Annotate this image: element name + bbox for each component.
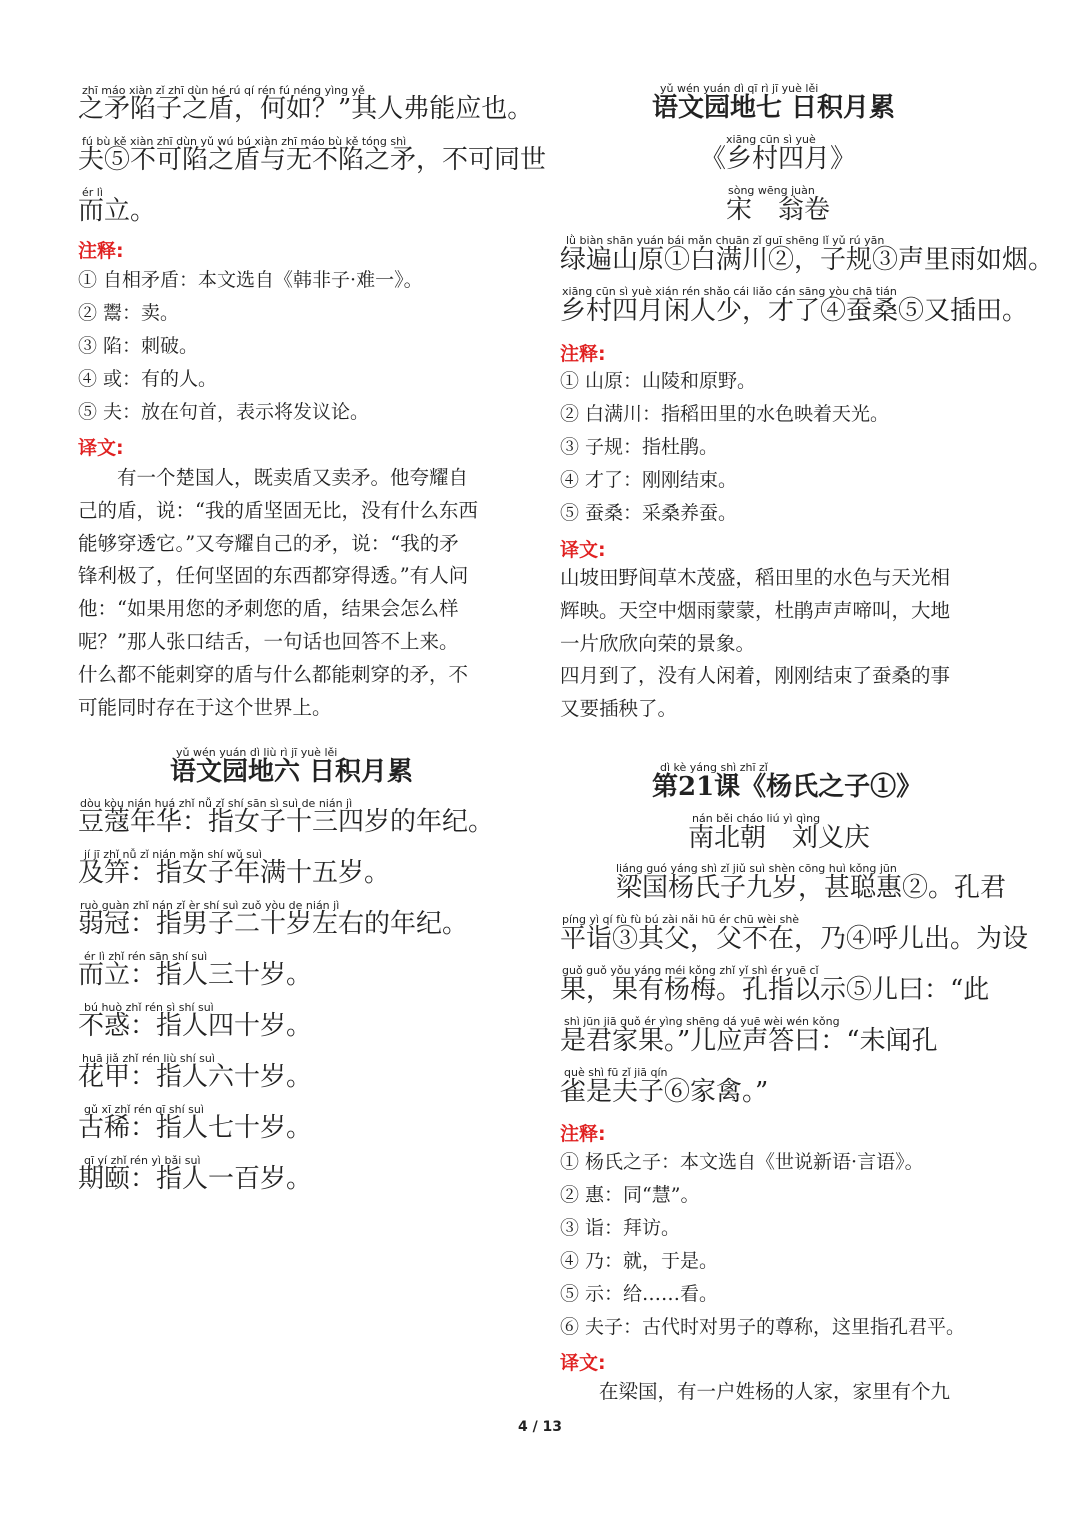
pinyin-line: dì kè yáng shì zhī zǐ [660,761,768,774]
translation-paragraph [78,462,478,724]
note-item: ③ 诣：拜访。 [560,1217,681,1239]
text-line: 雀是夫子⑥家禽。” [560,1077,769,1107]
note-item: ③ 子规：指杜鹃。 [560,436,719,458]
note-item: ④ 或：有的人。 [78,368,218,390]
section-title: 语文园地七 日积月累 [652,93,896,123]
pinyin-line: ruò guàn zhǐ nán zǐ èr shí suì zuǒ yòu de nián jì [80,899,340,912]
pinyin-line: zhī máo xiàn zǐ zhī dùn hé rú qí rén fú néng yìng yě [82,84,365,97]
pinyin-line: xiāng cūn sì yuè xián rén shǎo cái liǎo cán sāng yòu chā tián [562,285,897,298]
pinyin-line: shì jūn jiā guǒ ér yìng shēng dá yuē wèi wén kǒng [564,1015,840,1028]
text-line: 而立。 [78,196,157,226]
translation-line: 呢？”那人张口结舌，一句话也回答不上来。 [78,629,459,653]
pinyin-line: xiāng cūn sì yuè [726,133,816,146]
idiom-line: 期颐：指人一百岁。 [78,1164,313,1194]
pinyin-line: yǔ wén yuán dì liù rì jī yuè lěi [176,746,338,759]
text-line: 是君家果。”儿应声答曰：“未闻孔 [560,1026,938,1056]
pinyin-line: nán běi cháo liú yì qìng [692,812,821,825]
translation-header: 译文: [560,1352,606,1374]
translation-line: 可能同时存在于这个世界上。 [78,695,332,719]
pinyin-line: huā jiǎ zhǐ rén liù shí suì [82,1052,215,1065]
idiom-line: 而立：指人三十岁。 [78,960,313,990]
note-item: ⑤ 夫：放在句首，表示将发议论。 [78,401,370,423]
translation-line: 什么都不能刺穿的盾与什么都能刺穿的矛，不 [78,662,469,686]
translation-line: 辉映。天空中烟雨蒙蒙，杜鹃声声啼叫，大地 [560,598,951,622]
translation-line: 又要插秧了。 [560,697,678,721]
idiom-line: 花甲：指人六十岁。 [78,1062,313,1092]
note-item: ① 山原：山陵和原野。 [560,370,757,392]
note-item: ② 惠：同“慧”。 [560,1184,700,1206]
notes-header: 注释: [78,240,124,262]
translation-line: 有一个楚国人，既卖盾又卖矛。他夸耀自 [78,466,469,489]
page-number: 4 / 13 [517,1419,563,1435]
translation-paragraph [560,562,950,726]
notes-header: 注释: [560,343,606,365]
poem-line: 绿遍山原①白满川②，子规③声里雨如烟。 [560,245,1055,275]
note-item: ④ 才了：刚刚结束。 [560,469,738,491]
pinyin-line: guǒ guǒ yǒu yáng méi kǒng zhǐ yǐ shì ér yuē cǐ [562,964,819,977]
idiom-line: 豆蔻年华：指女子十三四岁的年纪。 [78,807,495,837]
pinyin-line: dòu kòu nián huá zhǐ nǚ zǐ shí sān sì suì de nián jì [80,797,353,810]
translation-line: 己的盾，说：“我的盾坚固无比，没有什么东西 [78,498,478,522]
text-line: 平诣③其父，父不在，乃④呼儿出。为设 [560,924,1029,954]
poem-line: 乡村四月闲人少，才了④蚕桑⑤又插田。 [560,296,1029,326]
note-item: ③ 陷：刺破。 [78,335,199,357]
pinyin-line: yǔ wén yuán dì qī rì jī yuè lěi [660,82,819,95]
poem-title: 《乡村四月》 [700,144,857,174]
notes-header: 注释: [560,1123,606,1145]
translation-line: 一片欣欣向荣的景象。 [560,631,756,655]
note-item: ② 白满川：指稻田里的水色映着天光。 [560,403,890,425]
idiom-line: 古稀：指人七十岁。 [78,1113,313,1143]
translation-line: 他：“如果用您的矛刺您的盾，结果会怎么样 [78,597,459,621]
translation-line: 山坡田野间草木茂盛，稻田里的水色与天光相 [560,566,951,589]
note-item: ① 杨氏之子：本文选自《世说新语·言语》。 [560,1151,924,1173]
translation-line: 四月到了，没有人闲着，刚刚结束了蚕桑的事 [560,664,951,688]
pinyin-line: gǔ xī zhǐ rén qī shí suì [84,1103,204,1116]
pinyin-line: bú huò zhǐ rén sì shí suì [84,1001,214,1014]
translation-line: 锋利极了，任何坚固的东西都穿得透。”有人问 [78,564,469,588]
idiom-line: 不惑：指人四十岁。 [78,1011,313,1041]
pinyin-line: què shì fū zǐ jiā qín [564,1066,668,1079]
pinyin-line: píng yì qí fù fù bú zài nǎi hū ér chū wèi shè [562,913,800,926]
note-item: ② 鬻：卖。 [78,302,180,324]
note-item: ④ 乃：就，于是。 [560,1250,719,1272]
idiom-line: 弱冠：指男子二十岁左右的年纪。 [78,909,469,939]
lesson-author: 南北朝 刘义庆 [688,823,871,853]
translation-line: 能够穿透它。”又夸耀自己的矛，说：“我的矛 [78,531,459,555]
text-line: 果，果有杨梅。孔指以示⑤儿曰：“此 [560,975,990,1005]
note-item: ① 自相矛盾：本文选自《韩非子·难一》。 [78,269,423,291]
pinyin-line: ér lì [82,186,103,199]
pinyin-line: fú bù kě xiàn zhī dùn yǔ wú bú xiàn zhī máo bù kě tóng shì [82,135,407,148]
lesson-title: 第21课《杨氏之子①》 [652,772,923,802]
section-title: 语文园地六 日积月累 [170,757,414,787]
pinyin-line: sòng wēng juàn [728,184,815,197]
pinyin-line: jí jī zhǐ nǚ zǐ nián mǎn shí wǔ suì [84,848,262,861]
translation-header: 译文: [560,539,606,561]
idiom-line: 及笄：指女子年满十五岁。 [78,858,391,888]
pinyin-line: lǜ biàn shān yuán bái mǎn chuān zǐ guī shēng lǐ yǔ rú yān [566,234,885,247]
text-line: 夫⑤不可陷之盾与无不陷之矛，不可同世 [78,145,547,175]
translation-line: 在梁国，有一户姓杨的人家，家里有个九 [560,1380,951,1403]
note-item: ⑤ 示：给……看。 [560,1283,719,1305]
note-item: ⑥ 夫子：古代时对男子的尊称，这里指孔君平。 [560,1316,966,1338]
text-line: 之矛陷子之盾，何如？”其人弗能应也。 [78,94,534,124]
translation-header: 译文: [78,437,124,459]
note-item: ⑤ 蚕桑：采桑养蚕。 [560,502,738,524]
pinyin-line: liáng guó yáng shì zǐ jiǔ suì shèn cōng huì kǒng jūn [616,862,897,875]
text-line: 梁国杨氏子九岁，甚聪惠②。孔君 [590,873,1007,903]
pinyin-line: ér lì zhǐ rén sān shí suì [84,950,208,963]
pinyin-line: qī yí zhǐ rén yì bǎi suì [84,1154,201,1167]
poem-author: 宋 翁卷 [726,195,831,225]
